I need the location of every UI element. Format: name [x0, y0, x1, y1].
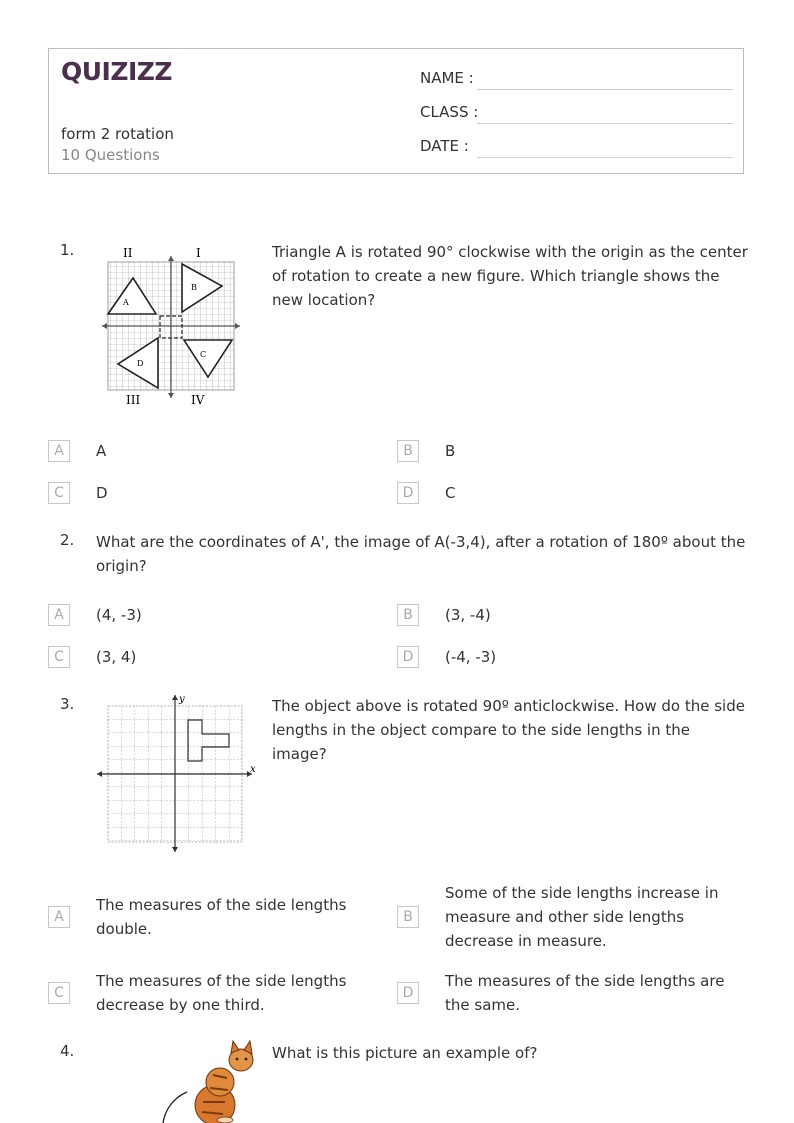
question-text-line: origin?: [96, 557, 147, 575]
cat-illustration: [155, 1040, 260, 1123]
option-text[interactable]: B: [445, 442, 456, 460]
option-text[interactable]: The measures of the side lengths decrease by one third.: [96, 972, 347, 1014]
option-text[interactable]: D: [96, 484, 108, 502]
option-text[interactable]: The measures of the side lengths double.: [96, 896, 347, 938]
triangle-label: D: [137, 359, 144, 368]
question-count: 10 Questions: [61, 146, 160, 164]
option-letter-box[interactable]: A: [48, 440, 70, 462]
option-letter-box[interactable]: C: [48, 982, 70, 1004]
class-label: CLASS :: [420, 103, 479, 121]
option-letter-box[interactable]: B: [397, 440, 419, 462]
option-text[interactable]: The measures of the side lengths are the same.: [445, 972, 725, 1014]
question-text: Triangle A is rotated 90° clockwise with the origin as the center of rotation to create a new figure. Which triangle shows the new location?: [272, 243, 748, 309]
quadrant-label: II: [123, 246, 133, 260]
option-text[interactable]: (3, 4): [96, 648, 137, 666]
option-text[interactable]: C: [445, 484, 456, 502]
date-field[interactable]: [477, 157, 733, 158]
option-text[interactable]: Some of the side lengths increase in measure and other side lengths decrease in measure.: [445, 884, 719, 950]
question-text-line: What are the coordinates of A', the image of A(-3,4), after a rotation of 180º about the: [96, 533, 746, 551]
option-letter-box[interactable]: D: [397, 482, 419, 504]
triangle-label: B: [191, 283, 197, 292]
name-field[interactable]: [477, 89, 733, 90]
date-label: DATE :: [420, 137, 469, 155]
worksheet-title: form 2 rotation: [61, 125, 174, 143]
option-letter-box[interactable]: B: [397, 604, 419, 626]
question-text: What is this picture an example of?: [272, 1044, 538, 1062]
x-axis-label: x: [250, 764, 256, 775]
option-letter-box[interactable]: B: [397, 906, 419, 928]
option-letter-box[interactable]: D: [397, 646, 419, 668]
question-number: 1.: [60, 241, 75, 259]
triangle-label: C: [200, 350, 207, 359]
option-text[interactable]: A: [96, 442, 107, 460]
option-letter-box[interactable]: C: [48, 482, 70, 504]
worksheet-header: [48, 48, 744, 174]
option-letter-box[interactable]: D: [397, 982, 419, 1004]
option-text[interactable]: (4, -3): [96, 606, 142, 624]
option-text[interactable]: (-4, -3): [445, 648, 497, 666]
class-field[interactable]: [477, 123, 733, 124]
question-number: 2.: [60, 531, 75, 549]
quadrant-label: I: [196, 246, 201, 260]
triangle-label: A: [123, 298, 129, 307]
option-letter-box[interactable]: C: [48, 646, 70, 668]
quizizz-logo: QUIZIZZ: [61, 57, 173, 86]
question-text: The object above is rotated 90º anticlockwise. How do the side lengths in the object compare to the side lengths in the image?: [272, 697, 745, 763]
quadrant-label: III: [126, 393, 141, 407]
quadrant-label: IV: [191, 393, 205, 407]
option-letter-box[interactable]: A: [48, 604, 70, 626]
name-label: NAME :: [420, 69, 474, 87]
q1-coordinate-figure: [98, 242, 246, 408]
option-text[interactable]: (3, -4): [445, 606, 491, 624]
y-axis-label: y: [179, 694, 185, 705]
question-number: 3.: [60, 695, 75, 713]
option-letter-box[interactable]: A: [48, 906, 70, 928]
q3-coordinate-figure: [94, 692, 258, 856]
question-number: 4.: [60, 1042, 75, 1060]
